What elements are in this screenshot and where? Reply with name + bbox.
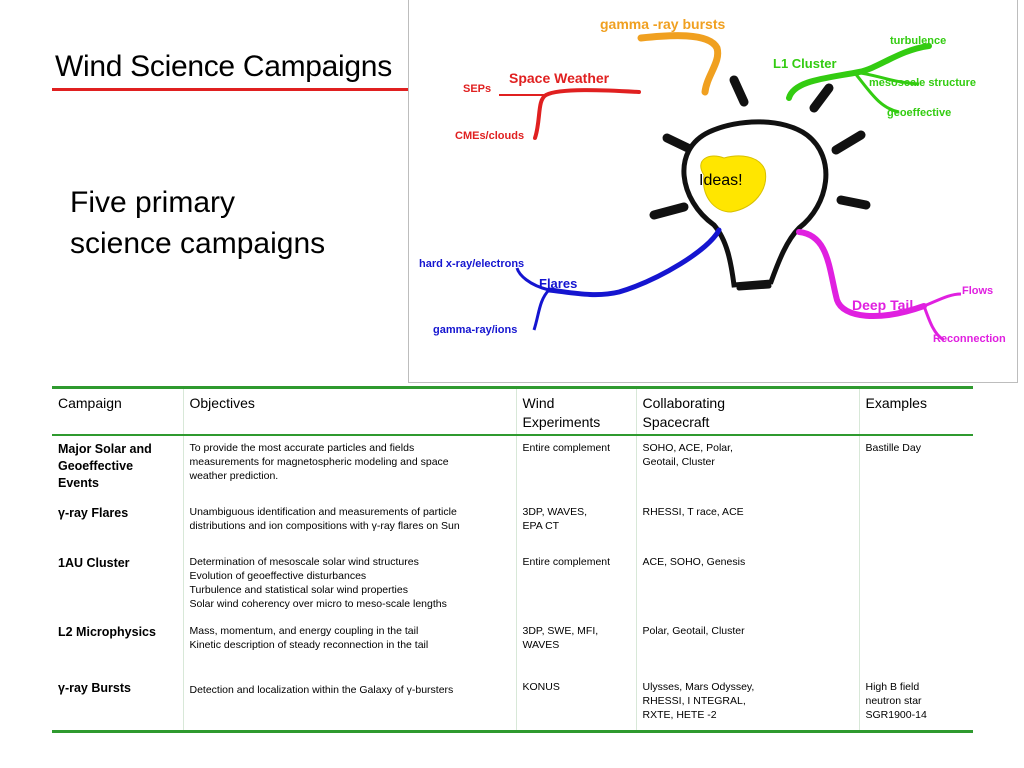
examples-cell bbox=[859, 500, 973, 550]
objectives-cell: Detection and localization within the Galaxy of γ-bursters bbox=[183, 675, 516, 730]
flows-label: Flows bbox=[962, 285, 994, 297]
header-wind-experiments: Wind Experiments bbox=[516, 389, 636, 434]
campaign-cell: γ-ray Flares bbox=[58, 506, 129, 520]
collaborating-spacecraft-cell: Polar, Geotail, Cluster bbox=[636, 619, 859, 675]
wind-experiments-cell: 3DP, WAVES, EPA CT bbox=[516, 500, 636, 550]
ideas-label: Ideas! bbox=[699, 172, 743, 189]
table-row bbox=[52, 436, 973, 500]
reconnection-label: Reconnection bbox=[933, 333, 1006, 345]
ideas-mindmap bbox=[408, 0, 1018, 383]
flares-label: Flares bbox=[539, 276, 578, 291]
wind-experiments-cell: Entire complement bbox=[516, 550, 636, 619]
campaign-cell: γ-ray Bursts bbox=[58, 681, 131, 695]
l1-cluster-label: L1 Cluster bbox=[773, 56, 837, 71]
deep-tail-label: Deep Tail bbox=[852, 297, 914, 313]
space-weather-label: Space Weather bbox=[509, 70, 610, 86]
title-underline bbox=[52, 88, 442, 91]
table-row bbox=[52, 619, 973, 675]
gamma-ray-ions-label: gamma-ray/ions bbox=[433, 324, 518, 336]
objectives-cell: Mass, momentum, and energy coupling in the tail Kinetic description of steady reconnection in the tail bbox=[183, 619, 516, 675]
seps-label: SEPs bbox=[463, 83, 492, 95]
campaign-cell: 1AU Cluster bbox=[58, 556, 130, 570]
wind-experiments-cell: 3DP, SWE, MFI, WAVES bbox=[516, 619, 636, 675]
campaign-cell: L2 Microphysics bbox=[58, 625, 156, 639]
campaign-cell: Major Solar and Geoeffective Events bbox=[58, 442, 152, 490]
examples-cell: High B field neutron star SGR1900-14 bbox=[859, 675, 973, 730]
collaborating-spacecraft-cell: ACE, SOHO, Genesis bbox=[636, 550, 859, 619]
collaborating-spacecraft-cell: SOHO, ACE, Polar, Geotail, Cluster bbox=[636, 436, 859, 500]
space-weather-branch bbox=[535, 90, 639, 138]
subtitle-line-1: Five primary bbox=[70, 186, 236, 219]
slide-subtitle bbox=[70, 182, 400, 264]
hard-xray-label: hard x-ray/electrons bbox=[419, 258, 525, 270]
collaborating-spacecraft-cell: Ulysses, Mars Odyssey, RHESSI, I NTEGRAL, RXTE, HETE -2 bbox=[636, 675, 859, 730]
wind-experiments-cell: Entire complement bbox=[516, 436, 636, 500]
table-header-row bbox=[52, 389, 973, 434]
gamma-ray-bursts-label: gamma -ray bursts bbox=[600, 16, 726, 32]
examples-cell bbox=[859, 550, 973, 619]
table-row bbox=[52, 500, 973, 550]
mesoscale-structure-label: mesoscale structure bbox=[869, 77, 976, 89]
cmes-label: CMEs/clouds bbox=[455, 130, 525, 142]
wind-experiments-cell: KONUS bbox=[516, 675, 636, 730]
geoeffective-label: geoeffective bbox=[887, 107, 952, 119]
collaborating-spacecraft-cell: RHESSI, T race, ACE bbox=[636, 500, 859, 550]
table-row bbox=[52, 550, 973, 619]
examples-cell: Bastille Day bbox=[859, 436, 973, 500]
header-campaign: Campaign bbox=[58, 395, 122, 411]
objectives-cell: Unambiguous identification and measurements of particle distributions and ion compositions with γ-ray flares on Sun bbox=[183, 500, 516, 550]
table-row bbox=[52, 675, 973, 730]
slide-title: Wind Science Campaigns bbox=[55, 50, 392, 83]
table-bottom-rule bbox=[52, 730, 973, 733]
campaigns-table bbox=[52, 386, 973, 733]
turbulence-label: turbulence bbox=[890, 35, 947, 47]
header-collaborating-spacecraft: Collaborating Spacecraft bbox=[636, 389, 859, 434]
header-objectives: Objectives bbox=[183, 389, 516, 434]
subtitle-line-2: science campaigns bbox=[70, 227, 326, 260]
gamma-ray-bursts-branch bbox=[641, 36, 718, 92]
bulb-outline bbox=[684, 122, 826, 285]
objectives-cell: To provide the most accurate particles and fields measurements for magnetospheric modeling and space weather prediction. bbox=[183, 436, 516, 500]
examples-cell bbox=[859, 619, 973, 675]
objectives-cell: Determination of mesoscale solar wind structures Evolution of geoeffective disturbances Turbulence and statistical solar wind properties Solar wind coherency over micro to meso-scale lengths bbox=[183, 550, 516, 619]
header-examples: Examples bbox=[859, 389, 973, 434]
